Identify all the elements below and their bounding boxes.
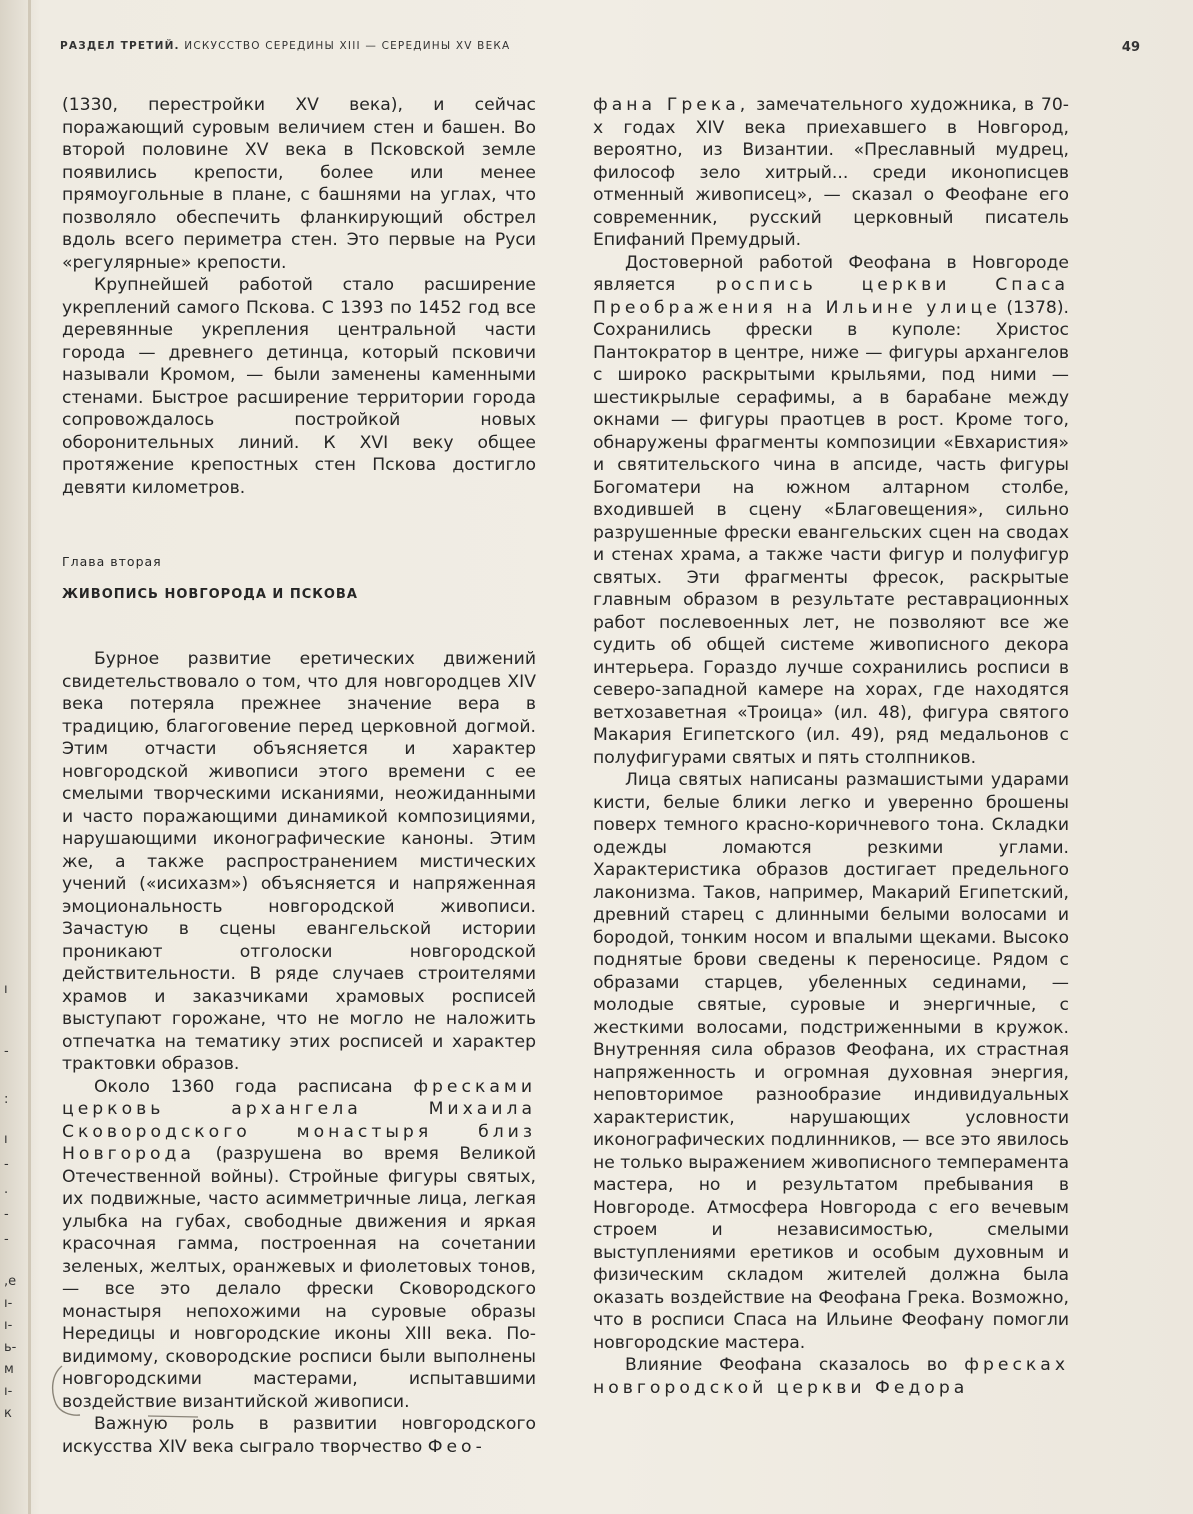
- text-run: (разрушена во время Великой Отечественной войны). Стройные фигуры святых, их подвижные, часто асимметричные лица, легкая улыбка на губах, свободные движения и яркая красочная гамма, построенная на сочетании зеленых, желтых, оранжевых и фиолетовых тонов, — все это делало фрески Сковородского монастыря непохожими на суровые образы Нередицы и новгородские иконы XIII века. По-видимому, сковородские росписи были выполнены новгородскими мастерами, испытавшими воздействие византийской живописи.: [62, 1144, 536, 1412]
- margin-mark: ı: [4, 1132, 8, 1147]
- margin-mark: ı-: [4, 1384, 13, 1399]
- paragraph: (1330, перестройки XV века), и сейчас поражающий суровым величием стен и башен. Во второй половине XV века в Псковской земле появились крепости, более или менее прямоугольные в плане, с башнями на углах, что позволяло обеспечить фланкирующий обстрел вдоль всего периметра стен. Это первые на Руси «регулярные» крепости.: [62, 95, 536, 273]
- chapter-label: Глава вторая: [62, 554, 162, 569]
- spaced-text-run: фресками церковь архангела Михаила Сковородского монастыря близ Новгорода: [62, 1076, 536, 1164]
- right-column: [593, 94, 1069, 1399]
- margin-mark: м: [4, 1362, 14, 1377]
- paragraph: Лица святых написаны размашистыми ударами кисти, белые блики легко и уверенно брошены поверх темного красно-коричневого тона. Складки одежды ломаются резкими углами. Характеристика образов достигает предельного лаконизма. Таков, например, Макарий Египетский, древний старец с длинными белыми волосами и бородой, тонким носом и впалыми щеками. Высоко поднятые брови сведены к переносице. Рядом с образами старцев, убеленных сединами, — молодые святые, суровые и энергичные, с жесткими волосами, подстриженными в кружок. Внутренняя сила образов Феофана, их страстная напряженность и огромная духовная энергия, неповторимое разнообразие индивидуальных характеристик, нарушающих условности иконографических подлинников, — все это явилось не только выражением живописного темперамента мастера, но и результатом пребывания в Новгороде. Атмосфера Новгорода с его вечевым строем и независимостью, смелыми выступлениями еретиков и особым духовным и физическим складом жителей должна была оказать воздействие на Феофана Грека. Возможно, что в росписи Спаса на Ильине Феофану помогли новгородские мастера.: [593, 770, 1069, 1353]
- margin-mark: к: [4, 1406, 12, 1421]
- paragraph: Бурное развитие еретических движений свидетельствовало о том, что для новгородцев XIV века потеряла прежнее значение вера в традицию, благоговение перед церковной догмой. Этим отчасти объясняется и характер новгородской живописи этого времени с ее смелыми творческими исканиями, неожиданными и часто поражающими динамикой композициями, нарушающими иконографические каноны. Этим же, а также распространением мистических учений («исихазм») объясняется и напряженная эмоциональность новгородской живописи. Зачастую в сцены евангельской истории проникают отголоски новгородской действительности. В ряде случаев строителями храмов и заказчиками храмовых росписей выступают горожане, что не могло не наложить отпечатка на тематику этих росписей и характер трактовки образов.: [62, 649, 536, 1074]
- paragraph: [593, 252, 1069, 770]
- text-run: Важную роль в развитии новгородского искусства XIV века сыграло творчество: [62, 1414, 536, 1457]
- margin-mark: :: [4, 1092, 9, 1107]
- margin-mark: ,е: [4, 1274, 17, 1289]
- chapter-title: ЖИВОПИСЬ НОВГОРОДА И ПСКОВА: [62, 586, 358, 602]
- margin-mark: ı-: [4, 1296, 13, 1311]
- spaced-text-run: фресках новгородской церкви Федора: [593, 1355, 1069, 1398]
- paragraph: [62, 274, 536, 499]
- paragraph: [593, 1354, 1069, 1399]
- margin-mark: ı: [4, 982, 8, 997]
- page-fold: [28, 0, 31, 1514]
- section-title: ИСКУССТВО СЕРЕДИНЫ XIII — СЕРЕДИНЫ XV ВЕКА: [184, 40, 511, 52]
- text-run: замечательного художника, в 70-х годах XIV века приехавшего в Новгород, вероятно, из Византии. «Преславный мудрец, философ зело хитрый... среди иконописцев отменный живописец», — сказал о Феофане его современник, русский церковный писатель Епифаний Премудрый.: [593, 95, 1069, 250]
- text-run: Достоверной работой Феофана в Новгороде является: [593, 252, 1069, 295]
- spaced-text-run: фана Грека,: [593, 95, 750, 115]
- spaced-text-run: Фео-: [427, 1436, 486, 1457]
- text-run: Около 1360 года расписана: [94, 1076, 393, 1097]
- text-run: С 1393 по 1452 год все деревянные укрепления центральной части города — древнего детинца, который псковичи называли Кромом, — были заменены каменными стенами. Быстрое расширение территории города сопровождалось постройкой новых оборонительных линий. К XVI веку общее протяжение крепостных стен Пскова достигло девяти километров.: [62, 297, 536, 498]
- pencil-stroke: [53, 1366, 80, 1415]
- margin-mark: -: [4, 1044, 9, 1059]
- margin-mark: ь-: [4, 1340, 17, 1355]
- spaced-text-run: роспись церкви Спаса Преображения на Ильине улице: [593, 275, 1069, 318]
- pencil-bracket-mark: [40, 1360, 240, 1420]
- margin-mark: -: [4, 1207, 9, 1222]
- paragraph: [593, 94, 1069, 252]
- margin-mark: -: [4, 1157, 9, 1172]
- margin-mark: ı-: [4, 1318, 13, 1333]
- running-head: [60, 40, 1140, 60]
- margin-mark: -: [4, 1232, 9, 1247]
- pencil-underline: [148, 1416, 198, 1417]
- margin-mark: .: [4, 1182, 9, 1197]
- text-run: Влияние Феофана сказалось во: [625, 1355, 948, 1375]
- margin-marks: [0, 980, 20, 1430]
- left-column: [62, 94, 536, 1458]
- text-run: (1378). Сохранились фрески в куполе: Христос Пантократор в центре, ниже — фигуры архангелов с широко раскрытыми крыльями, под ними — шестикрылые серафимы, а в барабане между окнами — фигуры праотцев в рост. Кроме того, обнаружены фрагменты композиции «Евхаристия» и святительского чина в апсиде, часть фигуры Богоматери на южном алтарном столбе, входившей в сцену «Благовещения», сильно разрушенные фрески евангельских сцен на сводах и стенах храма, а также части фигур и полуфигур святых. Эти фрагменты фресок, раскрытые главным образом в результате реставрационных работ послевоенных лет, не позволяют все же судить об общей системе живописного декора интерьера. Гораздо лучше сохранились росписи в северо-западной камере на хорах, где находятся ветхозаветная «Троица» (ил. 48), фигура святого Макария Египетского (ил. 49), ряд медальонов с полуфигурами святых и пять столпников.: [593, 297, 1069, 768]
- text-run: Крупнейшей работой стало расширение укреплений самого Пскова.: [62, 275, 536, 318]
- section-label: РАЗДЕЛ ТРЕТИЙ.: [60, 40, 180, 52]
- page-number: 49: [1121, 40, 1140, 55]
